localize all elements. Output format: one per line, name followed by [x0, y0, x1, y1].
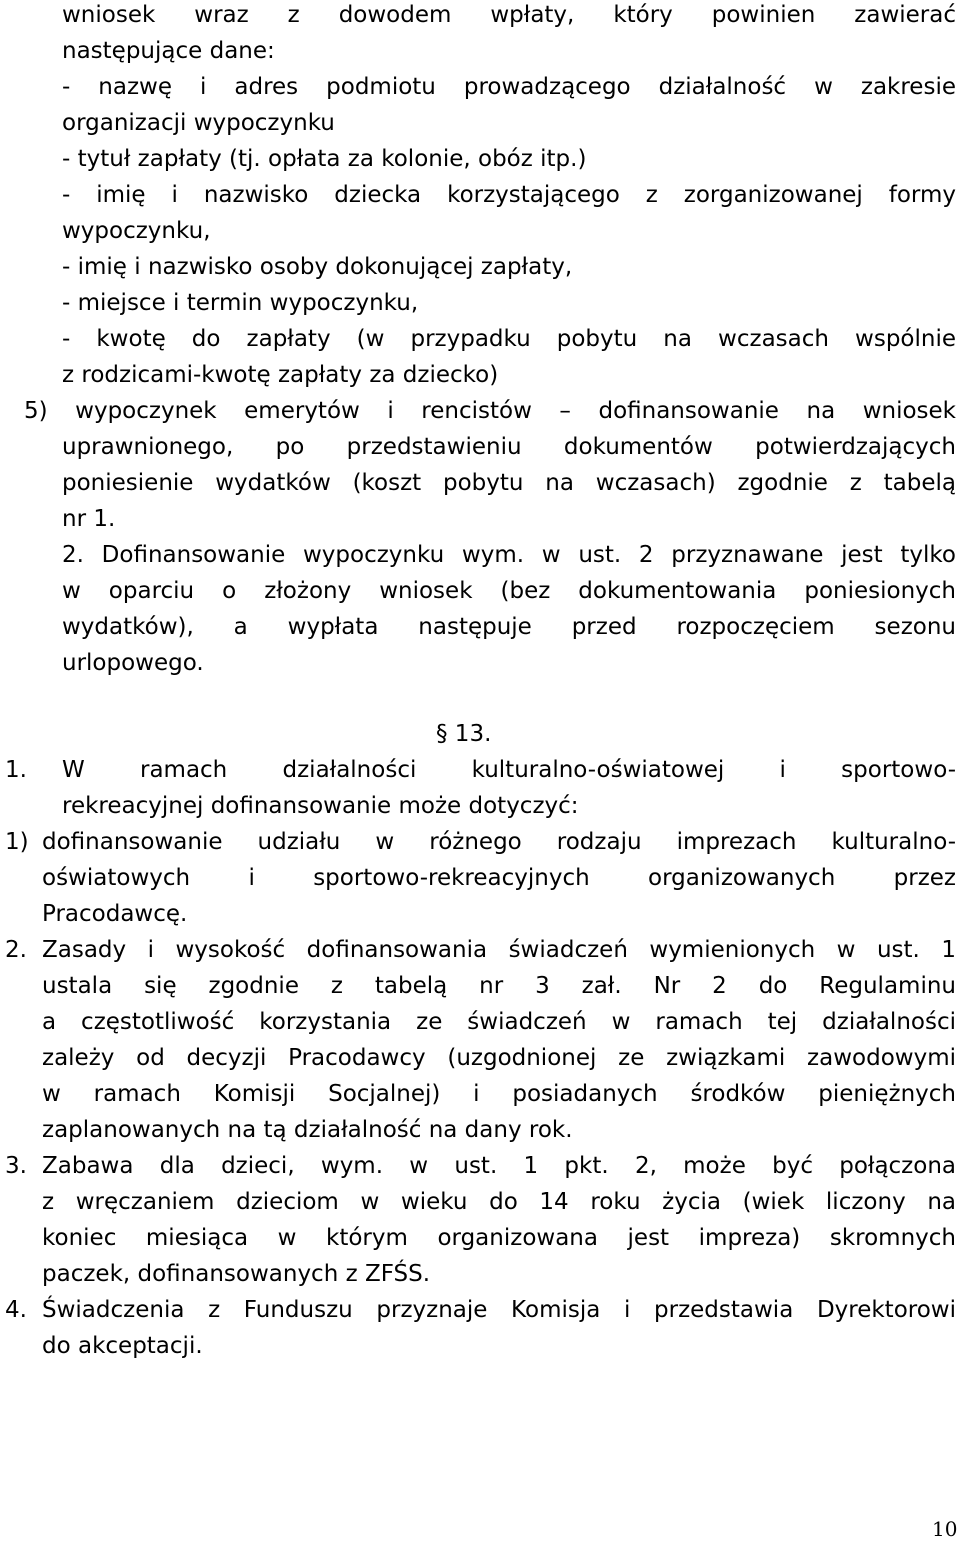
- list-number: 1): [5, 829, 29, 855]
- text-line: w oparciu o złożony wniosek (bez dokumentowania poniesionych: [62, 578, 956, 604]
- page-number: 10: [932, 1517, 958, 1541]
- text-line: dofinansowanie udziału w różnego rodzaju imprezach kulturalno-: [42, 829, 956, 855]
- text-line: zależy od decyzji Pracodawcy (uzgodnionej ze związkami zawodowymi: [42, 1045, 956, 1071]
- list-number: 2.: [5, 937, 27, 963]
- text-line: z wręczaniem dzieciom w wieku do 14 roku życia (wiek liczony na: [42, 1189, 956, 1215]
- list-number: 3.: [5, 1153, 27, 1179]
- text-line: organizacji wypoczynku: [62, 110, 335, 136]
- text-line: ustala się zgodnie z tabelą nr 3 zał. Nr 2 do Regulaminu: [42, 973, 956, 999]
- text-line: Pracodawcę.: [42, 901, 188, 927]
- text-line: rekreacyjnej dofinansowanie może dotyczyć:: [62, 793, 579, 819]
- text-line: 2. Dofinansowanie wypoczynku wym. w ust. 2 przyznawane jest tylko: [62, 542, 956, 568]
- text-line: - miejsce i termin wypoczynku,: [62, 290, 419, 316]
- text-line: nr 1.: [62, 506, 116, 532]
- text-line: wypoczynku,: [62, 218, 211, 244]
- text-line: poniesienie wydatków (koszt pobytu na wczasach) zgodnie z tabelą: [62, 470, 956, 496]
- list-number: 1.: [5, 757, 27, 783]
- text-line: Zasady i wysokość dofinansowania świadczeń wymienionych w ust. 1: [42, 937, 956, 963]
- text-line: uprawnionego, po przedstawieniu dokumentów potwierdzających: [62, 434, 956, 460]
- text-line: zaplanowanych na tą działalność na dany rok.: [42, 1117, 573, 1143]
- text-line: wniosek wraz z dowodem wpłaty, który powinien zawierać: [62, 2, 956, 28]
- text-line: - nazwę i adres podmiotu prowadzącego działalność w zakresie: [62, 74, 956, 100]
- list-number: 4.: [5, 1297, 27, 1323]
- text-line: oświatowych i sportowo-rekreacyjnych organizowanych przez: [42, 865, 956, 891]
- text-line: następujące dane:: [62, 38, 275, 64]
- text-line: - kwotę do zapłaty (w przypadku pobytu na wczasach wspólnie: [62, 326, 956, 352]
- text-line: a częstotliwość korzystania ze świadczeń w ramach tej działalności: [42, 1009, 956, 1035]
- text-line: wydatków), a wypłata następuje przed rozpoczęciem sezonu: [62, 614, 956, 640]
- text-line: W ramach działalności kulturalno-oświatowej i sportowo-: [62, 757, 956, 783]
- text-line: urlopowego.: [62, 650, 204, 676]
- text-line: do akceptacji.: [42, 1333, 203, 1359]
- text-line: - imię i nazwisko osoby dokonującej zapłaty,: [62, 254, 573, 280]
- text-line: z rodzicami-kwotę zapłaty za dziecko): [62, 362, 499, 388]
- text-line: - imię i nazwisko dziecka korzystającego z zorganizowanej formy: [62, 182, 956, 208]
- list-item-label: 5) wypoczynek emerytów i rencistów – dofinansowanie na wniosek: [24, 398, 956, 424]
- text-line: - tytuł zapłaty (tj. opłata za kolonie, obóz itp.): [62, 146, 587, 172]
- text-line: Świadczenia z Funduszu przyznaje Komisja i przedstawia Dyrektorowi: [42, 1297, 956, 1323]
- text-line: koniec miesiąca w którym organizowana jest impreza) skromnych: [42, 1225, 956, 1251]
- text-line: Zabawa dla dzieci, wym. w ust. 1 pkt. 2, może być połączona: [42, 1153, 956, 1179]
- section-heading: § 13.: [436, 721, 492, 747]
- text-line: paczek, dofinansowanych z ZFŚS.: [42, 1261, 431, 1287]
- text-line: w ramach Komisji Socjalnej) i posiadanych środków pieniężnych: [42, 1081, 956, 1107]
